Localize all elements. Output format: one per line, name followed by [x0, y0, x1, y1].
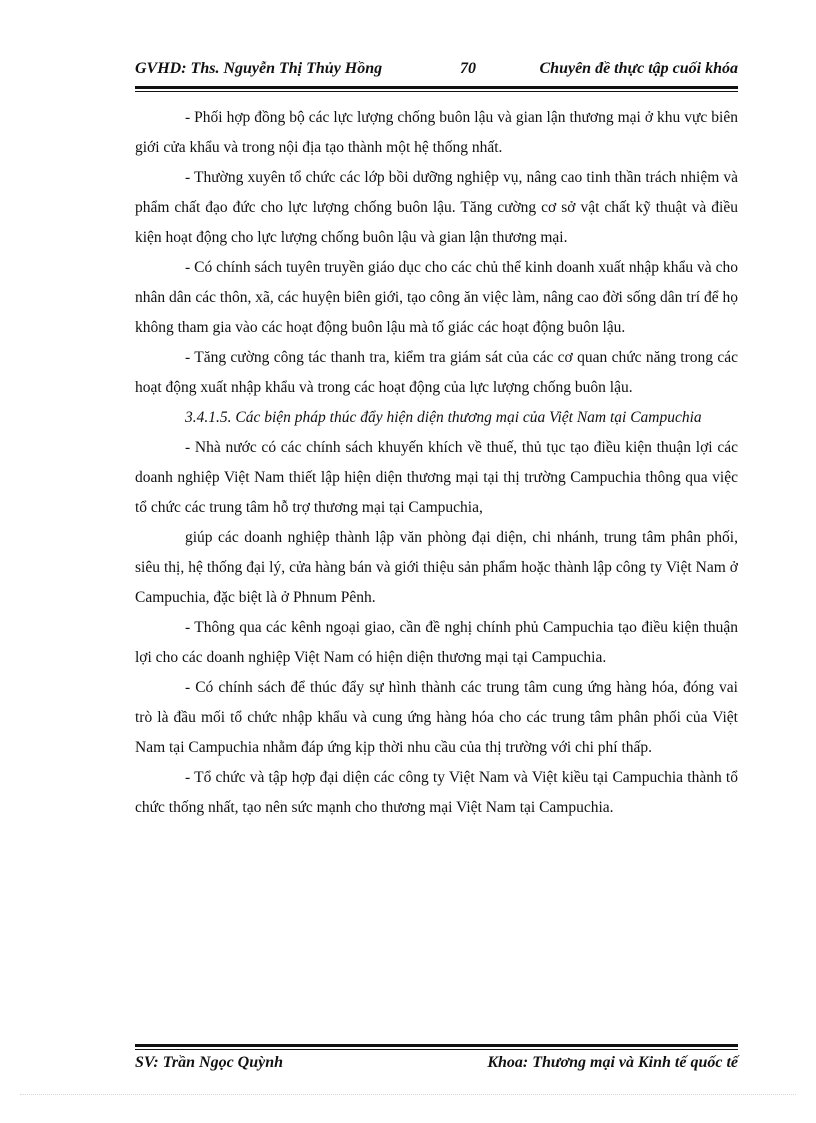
- section-paragraph: - Tổ chức và tập hợp đại diện các công ty Việt Nam và Việt kiều tại Campuchia thành tổ chức thống nhất, tạo nên sức mạnh cho thương mại Việt Nam tại Campuchia.: [135, 769, 738, 816]
- header-rule-thick: [135, 86, 738, 89]
- page-header: [135, 58, 738, 84]
- section-paragraph: - Thông qua các kênh ngoại giao, cần đề nghị chính phủ Campuchia tạo điều kiện thuận lợi cho các doanh nghiệp Việt Nam có hiện diện thương mại tại Campuchia.: [135, 619, 738, 666]
- page-bottom-dotted-line: [20, 1094, 796, 1095]
- body-paragraph: - Thường xuyên tổ chức các lớp bồi dưỡng nghiệp vụ, nâng cao tinh thần trách nhiệm và phẩm chất đạo đức cho lực lượng chống buôn lậu. Tăng cường cơ sở vật chất kỹ thuật và điều kiện hoạt động cho lực lượng chống buôn lậu và gian lận thương mại.: [135, 169, 738, 246]
- document-body: [135, 103, 738, 823]
- body-paragraph: - Phối hợp đồng bộ các lực lượng chống buôn lậu và gian lận thương mại ở khu vực biên giới cửa khẩu và trong nội địa tạo thành một hệ thống nhất.: [135, 109, 738, 156]
- document-title: Chuyên đề thực tập cuối khóa: [539, 60, 738, 77]
- faculty-label: Khoa: Thương mại và Kinh tế quốc tế: [487, 1054, 738, 1071]
- section-heading: 3.4.1.5. Các biện pháp thúc đẩy hiện diện thương mại của Việt Nam tại Campuchia: [185, 409, 702, 426]
- body-paragraph: - Có chính sách tuyên truyền giáo dục cho các chủ thể kinh doanh xuất nhập khẩu và cho nhân dân các thôn, xã, các huyện biên giới, tạo công ăn việc làm, nâng cao đời sống dân trí để họ không tham gia vào các hoạt động buôn lậu mà tố giác các hoạt động buôn lậu.: [135, 259, 738, 336]
- page-number: 70: [460, 60, 476, 77]
- footer-rule-thin: [135, 1049, 738, 1050]
- advisor-label: GVHD: Ths. Nguyễn Thị Thủy Hồng: [135, 60, 383, 77]
- section-paragraph: - Có chính sách để thúc đẩy sự hình thành các trung tâm cung ứng hàng hóa, đóng vai trò là đầu mối tổ chức nhập khẩu và cung ứng hàng hóa cho các trung tâm phân phối của Việt Nam tại Campuchia nhằm đáp ứng kịp thời nhu cầu của thị trường với chi phí thấp.: [135, 679, 738, 756]
- footer-rule-thick: [135, 1044, 738, 1047]
- section-paragraph: giúp các doanh nghiệp thành lập văn phòng đại diện, chi nhánh, trung tâm phân phối, siêu thị, hệ thống đại lý, cửa hàng bán và giới thiệu sản phẩm hoặc thành lập công ty Việt Nam ở Campuchia, đặc biệt là ở Phnum Pênh.: [135, 529, 738, 606]
- section-paragraph: - Nhà nước có các chính sách khuyến khích về thuế, thủ tục tạo điều kiện thuận lợi các doanh nghiệp Việt Nam thiết lập hiện diện thương mại tại thị trường Campuchia thông qua việc tổ chức các trung tâm hỗ trợ thương mại tại Campuchia,: [135, 439, 738, 516]
- body-paragraph: - Tăng cường công tác thanh tra, kiểm tra giám sát của các cơ quan chức năng trong các hoạt động xuất nhập khẩu và trong các hoạt động của lực lượng chống buôn lậu.: [135, 349, 738, 396]
- header-rule-thin: [135, 91, 738, 92]
- page-footer: [135, 1052, 738, 1078]
- student-label: SV: Trần Ngọc Quỳnh: [135, 1054, 284, 1071]
